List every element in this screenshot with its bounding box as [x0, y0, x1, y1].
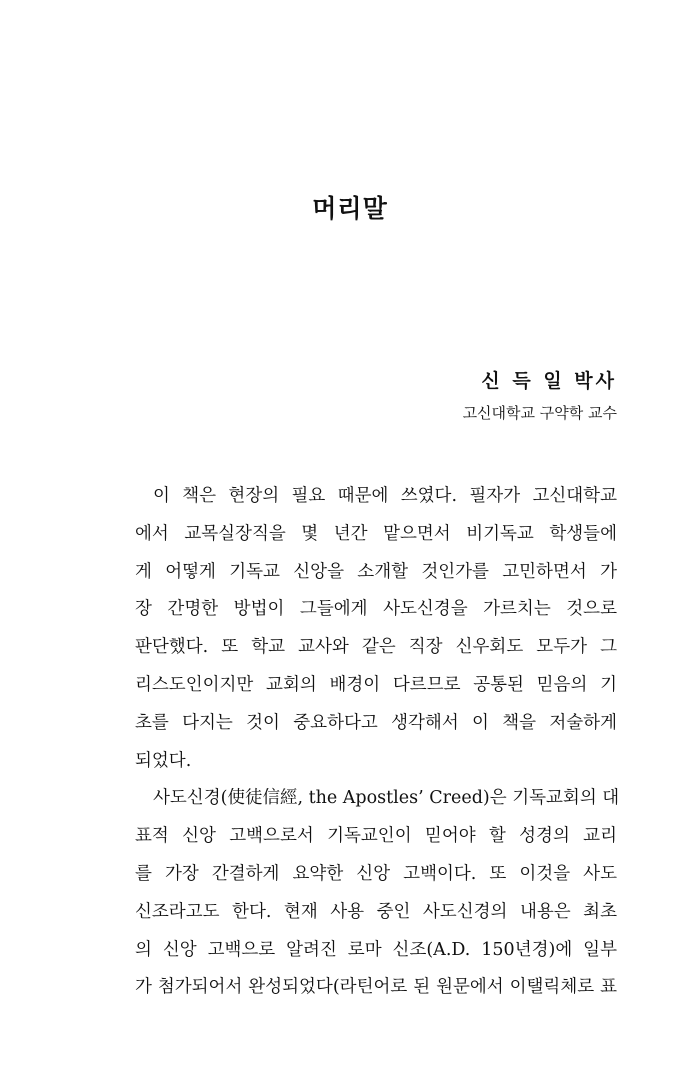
text-line: 신조라고도 한다. 현재 사용 중인 사도신경의 내용은 최초	[135, 901, 617, 922]
text-line: 게 어떻게 기독교 신앙을 소개할 것인가를 고민하면서 가	[135, 561, 617, 582]
text-line: 가 첨가되어서 완성되었다(라틴어로 된 원문에서 이탤릭체로 표	[135, 977, 617, 998]
author-affiliation: 고신대학교 구약학 교수	[462, 404, 617, 422]
author-block	[463, 366, 617, 428]
author-name: 신 득 일 박사	[481, 370, 617, 392]
page-title: 머리말	[312, 193, 388, 223]
text-line: 에서 교목실장직을 몇 년간 맡으면서 비기독교 학생들에	[135, 523, 617, 544]
text-line: 되었다.	[135, 750, 192, 771]
text-line: 장 간명한 방법이 그들에게 사도신경을 가르치는 것으로	[135, 599, 617, 620]
text-line: 의 신앙 고백으로 알려진 로마 신조(A.D. 150년경)에 일부	[135, 939, 617, 960]
text-line: 이 책은 현장의 필요 때문에 쓰였다. 필자가 고신대학교	[153, 486, 617, 506]
text-line: 사도신경(使徒信經, the Apostles’ Creed)은 기독교회의 대	[153, 788, 620, 809]
text-line: 리스도인이지만 교회의 배경이 다르므로 공통된 믿음의 기	[135, 674, 617, 695]
text-line: 초를 다지는 것이 중요하다고 생각해서 이 책을 저술하게	[135, 712, 617, 733]
text-line: 표적 신앙 고백으로서 기독교인이 믿어야 할 성경의 교리	[135, 826, 617, 847]
body-text	[135, 478, 620, 1007]
text-line: 를 가장 간결하게 요약한 신앙 고백이다. 또 이것을 사도	[135, 863, 617, 884]
text-line: 판단했다. 또 학교 교사와 같은 직장 신우회도 모두가 그	[135, 637, 617, 658]
